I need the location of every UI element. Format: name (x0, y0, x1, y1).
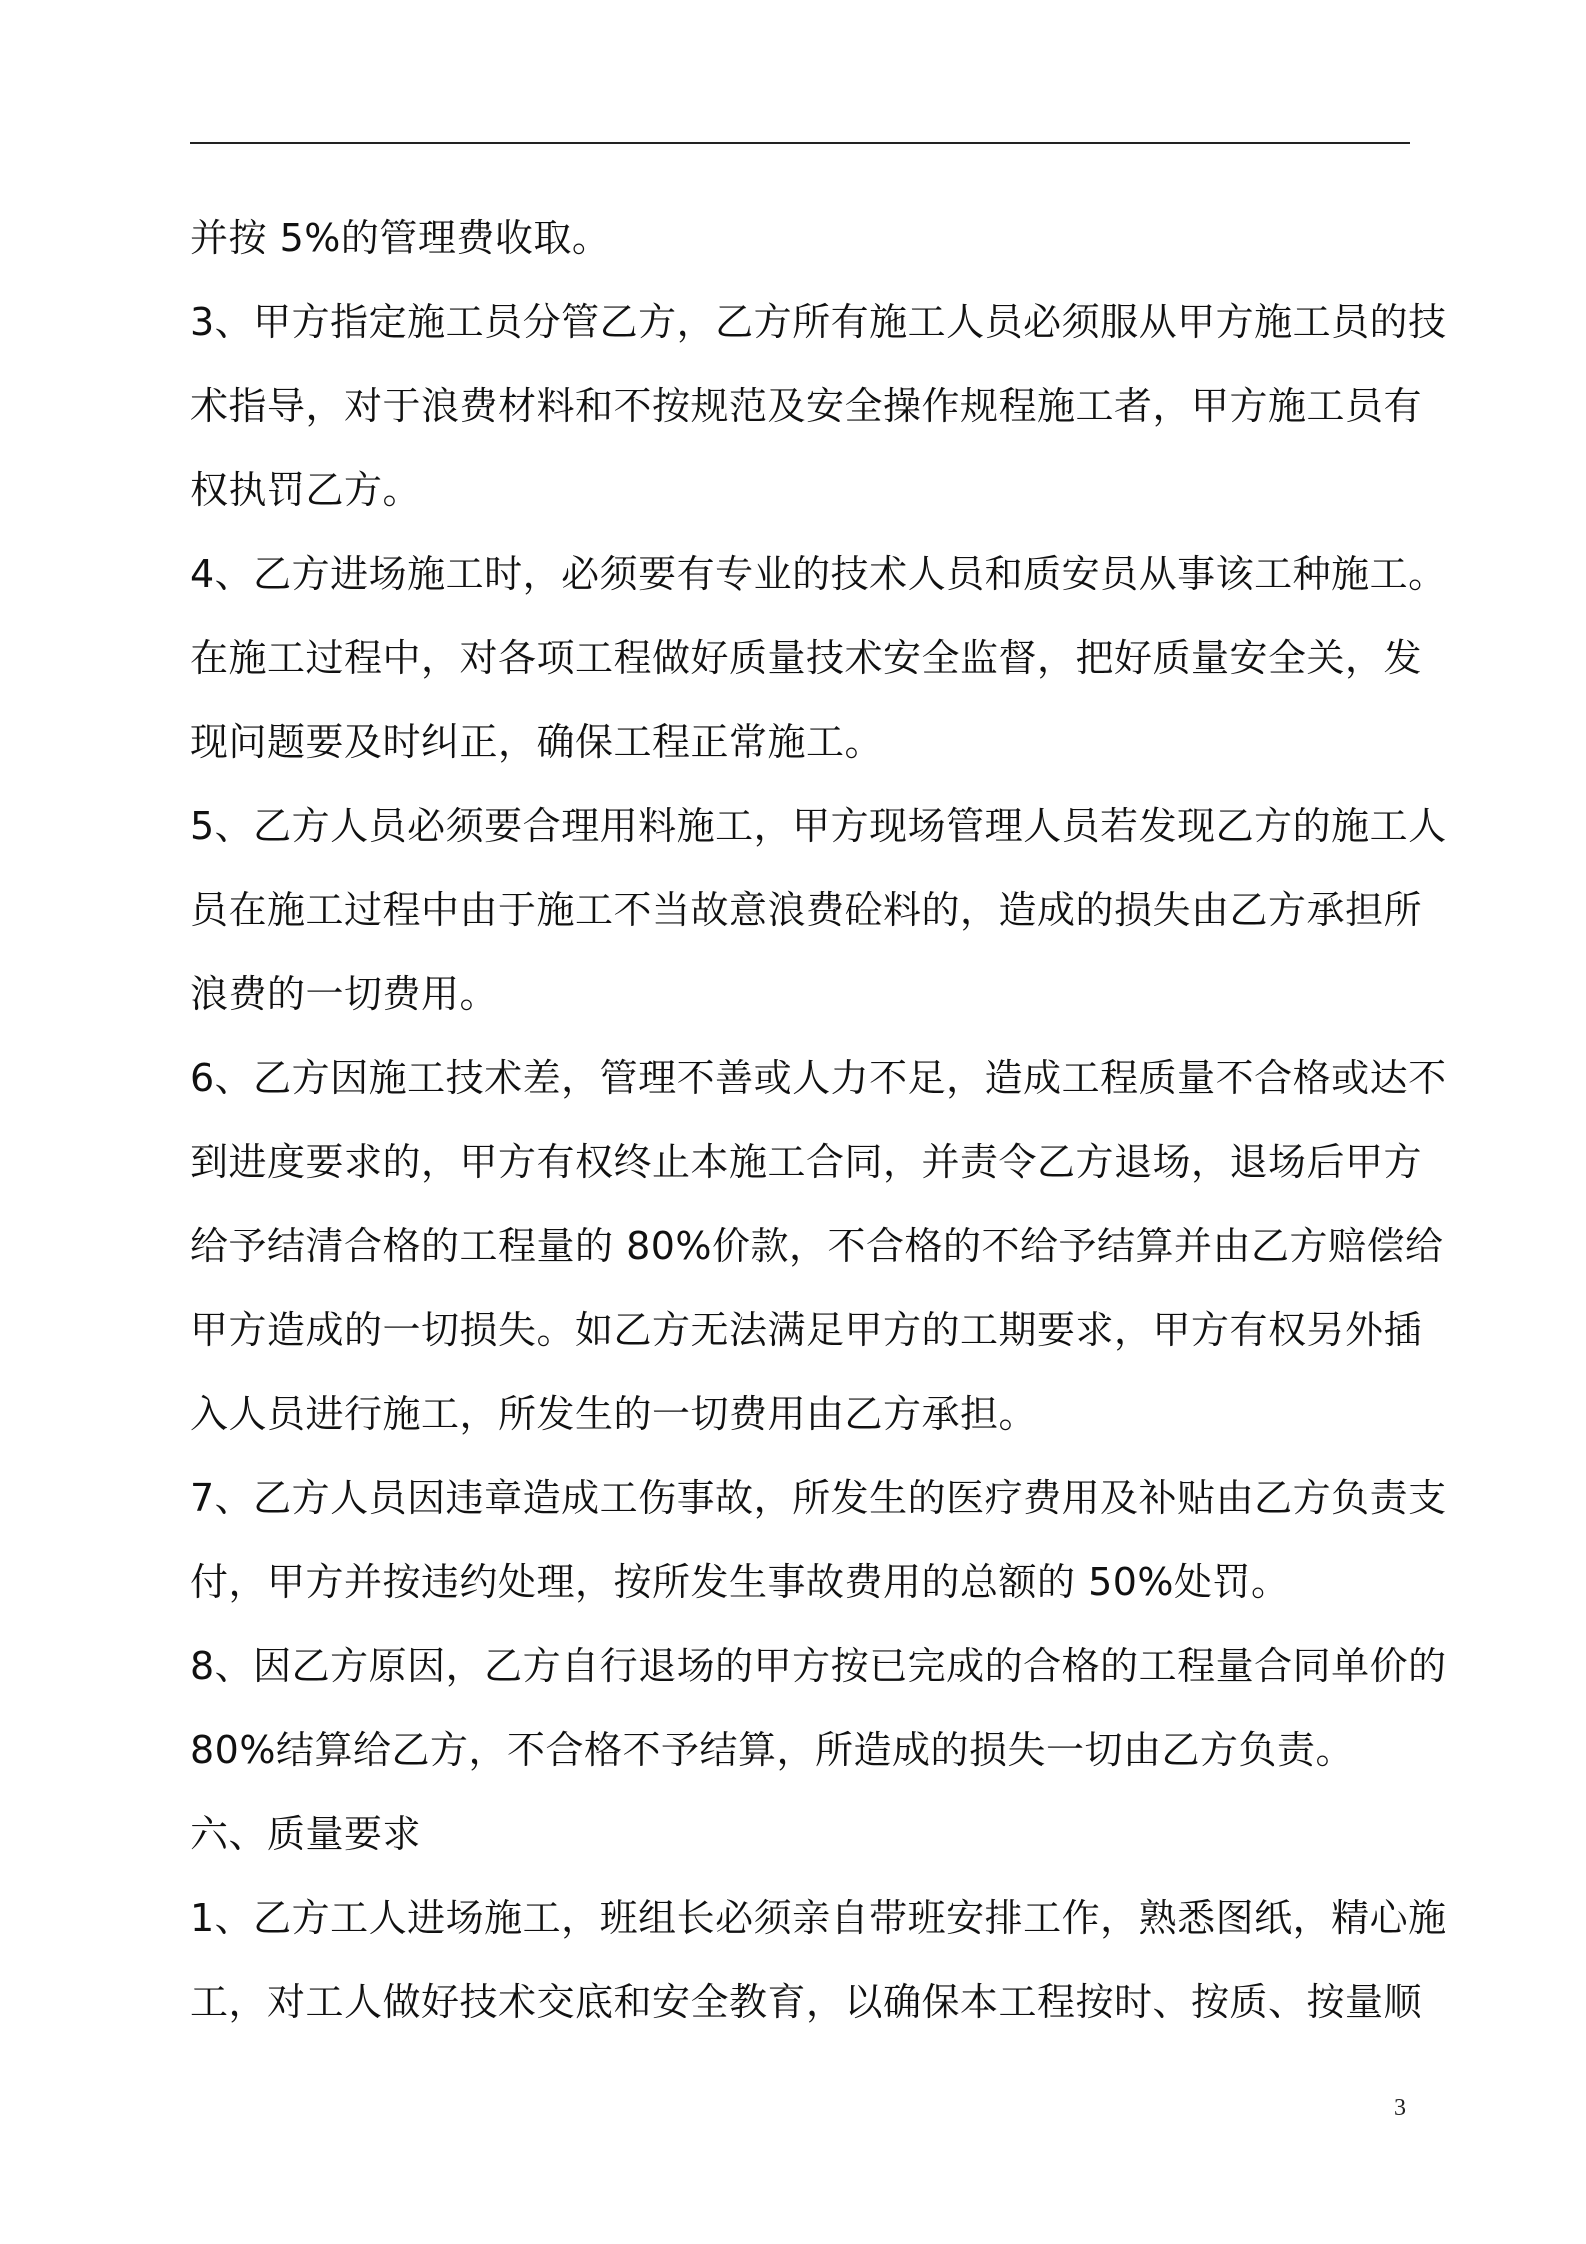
text-line: 6、乙方因施工技术差，管理不善或人力不足，造成工程质量不合格或达不 (190, 1056, 1447, 1100)
text-line: 在施工过程中，对各项工程做好质量技术安全监督，把好质量安全关，发 (190, 636, 1423, 680)
text-line: 甲方造成的一切损失。如乙方无法满足甲方的工期要求，甲方有权另外插 (190, 1308, 1423, 1352)
text-line: 权执罚乙方。 (190, 468, 422, 512)
text-line: 1、乙方工人进场施工，班组长必须亲自带班安排工作，熟悉图纸，精心施 (190, 1896, 1447, 1940)
page-number: 3 (1394, 2095, 1406, 2121)
text-line: 并按 5%的管理费收取。 (190, 216, 611, 260)
text-line: 术指导，对于浪费材料和不按规范及安全操作规程施工者，甲方施工员有 (190, 384, 1423, 428)
text-line: 80%结算给乙方，不合格不予结算，所造成的损失一切由乙方负责。 (190, 1728, 1354, 1772)
text-line: 8、因乙方原因，乙方自行退场的甲方按已完成的合格的工程量合同单价的 (190, 1644, 1447, 1688)
text-line: 4、乙方进场施工时，必须要有专业的技术人员和质安员从事该工种施工。 (190, 552, 1447, 596)
text-line: 浪费的一切费用。 (190, 972, 499, 1016)
document-body (190, 196, 1447, 2044)
text-line: 工，对工人做好技术交底和安全教育，以确保本工程按时、按质、按量顺 (190, 1980, 1423, 2024)
header-rule (190, 142, 1410, 144)
text-line: 付，甲方并按违约处理，按所发生事故费用的总额的 50%处罚。 (190, 1560, 1290, 1604)
text-line: 5、乙方人员必须要合理用料施工，甲方现场管理人员若发现乙方的施工人 (190, 804, 1447, 848)
text-line: 给予结清合格的工程量的 80%价款，不合格的不给予结算并由乙方赔偿给 (190, 1224, 1444, 1268)
text-line: 入人员进行施工，所发生的一切费用由乙方承担。 (190, 1392, 1038, 1436)
text-line: 3、甲方指定施工员分管乙方，乙方所有施工人员必须服从甲方施工员的技 (190, 300, 1447, 344)
text-line: 现问题要及时纠正，确保工程正常施工。 (190, 720, 884, 764)
text-line: 六、质量要求 (190, 1812, 422, 1856)
text-line: 7、乙方人员因违章造成工伤事故，所发生的医疗费用及补贴由乙方负责支 (190, 1476, 1447, 1520)
text-line: 到进度要求的，甲方有权终止本施工合同，并责令乙方退场，退场后甲方 (190, 1140, 1423, 1184)
text-line: 员在施工过程中由于施工不当故意浪费砼料的，造成的损失由乙方承担所 (190, 888, 1423, 932)
